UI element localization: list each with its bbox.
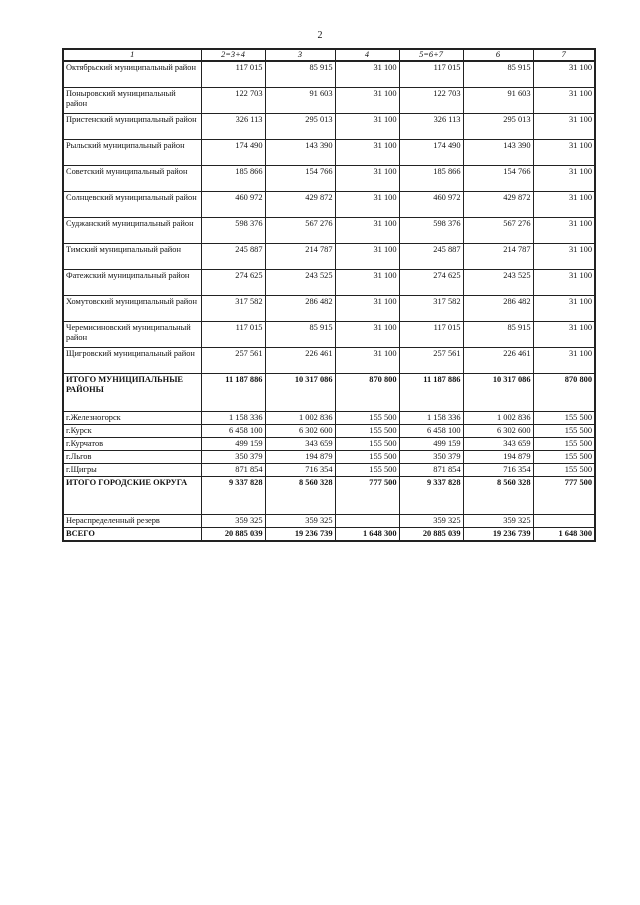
row-value: 257 561 [399,347,463,373]
row-value [335,514,399,527]
row-value: 295 013 [265,113,335,139]
row-value: 31 100 [533,139,595,165]
row-value: 226 461 [265,347,335,373]
row-name: Советский муниципальный район [63,165,201,191]
row-value: 31 100 [335,61,399,87]
row-value: 716 354 [265,463,335,476]
row-value: 31 100 [335,87,399,113]
row-value: 194 879 [265,450,335,463]
row-value: 598 376 [201,217,265,243]
row-value: 31 100 [335,191,399,217]
row-value: 1 158 336 [399,411,463,424]
row-value: 286 482 [463,295,533,321]
row-value: 6 458 100 [201,424,265,437]
table-row [63,424,595,437]
row-value: 1 002 836 [463,411,533,424]
row-name: ИТОГО МУНИЦИПАЛЬНЫЕ РАЙОНЫ [63,373,201,411]
table-row [63,61,595,87]
row-value: 243 525 [463,269,533,295]
row-value: 194 879 [463,450,533,463]
row-value: 122 703 [201,87,265,113]
row-name: ИТОГО ГОРОДСКИЕ ОКРУГА [63,476,201,514]
row-value: 214 787 [463,243,533,269]
row-value: 214 787 [265,243,335,269]
row-value: 1 648 300 [335,528,399,542]
row-value: 8 560 328 [463,476,533,514]
row-value: 326 113 [201,113,265,139]
table-row [63,269,595,295]
row-value: 91 603 [463,87,533,113]
row-value: 85 915 [265,321,335,347]
row-value: 31 100 [533,165,595,191]
table-row [63,217,595,243]
row-value: 9 337 828 [399,476,463,514]
table-row [63,411,595,424]
row-value: 567 276 [265,217,335,243]
row-name: Фатежский муниципальный район [63,269,201,295]
row-value: 143 390 [463,139,533,165]
row-value: 317 582 [399,295,463,321]
row-value: 155 500 [335,424,399,437]
row-value: 31 100 [335,217,399,243]
row-value: 31 100 [335,295,399,321]
row-value: 31 100 [533,61,595,87]
row-name: ВСЕГО [63,528,201,542]
row-value: 185 866 [399,165,463,191]
row-value: 85 915 [463,321,533,347]
row-value: 245 887 [399,243,463,269]
row-value: 31 100 [533,113,595,139]
row-value: 6 458 100 [399,424,463,437]
row-value: 85 915 [265,61,335,87]
row-name: г.Льгов [63,450,201,463]
row-value: 31 100 [335,243,399,269]
row-value: 598 376 [399,217,463,243]
row-value: 777 500 [533,476,595,514]
row-value: 326 113 [399,113,463,139]
row-value: 155 500 [533,437,595,450]
table-row [63,87,595,113]
row-value: 91 603 [265,87,335,113]
row-value: 460 972 [399,191,463,217]
row-name: Суджанский муниципальный район [63,217,201,243]
table-row [63,463,595,476]
row-name: Тимский муниципальный район [63,243,201,269]
row-value: 20 885 039 [399,528,463,542]
row-name: Хомутовский муниципальный район [63,295,201,321]
column-header: 4 [335,49,399,61]
budget-table [62,48,596,542]
row-value: 274 625 [399,269,463,295]
table-header-row [63,49,595,61]
row-name: г.Железногорск [63,411,201,424]
row-value: 359 325 [201,514,265,527]
row-name: Рыльский муниципальный район [63,139,201,165]
row-value: 871 854 [399,463,463,476]
row-value: 343 659 [265,437,335,450]
row-name: Поныровский муниципальный район [63,87,201,113]
row-value: 31 100 [533,347,595,373]
table-row [63,243,595,269]
column-header: 3 [265,49,335,61]
row-value: 1 002 836 [265,411,335,424]
column-header: 6 [463,49,533,61]
row-value: 429 872 [265,191,335,217]
row-value: 286 482 [265,295,335,321]
table-row [63,514,595,527]
row-value: 117 015 [201,61,265,87]
row-value: 1 648 300 [533,528,595,542]
row-value: 20 885 039 [201,528,265,542]
table-row [63,165,595,191]
page-number: 2 [317,30,323,41]
row-value: 317 582 [201,295,265,321]
row-value: 122 703 [399,87,463,113]
row-value: 31 100 [335,113,399,139]
row-value: 359 325 [463,514,533,527]
row-value: 31 100 [335,165,399,191]
row-value: 295 013 [463,113,533,139]
row-value: 245 887 [201,243,265,269]
column-header: 1 [63,49,201,61]
row-value: 31 100 [533,321,595,347]
row-value: 31 100 [335,347,399,373]
row-value: 185 866 [201,165,265,191]
row-value: 6 302 600 [463,424,533,437]
row-value: 31 100 [335,139,399,165]
row-value: 154 766 [265,165,335,191]
row-value: 274 625 [201,269,265,295]
row-value: 10 317 086 [265,373,335,411]
table-row [63,373,595,411]
row-value: 154 766 [463,165,533,191]
row-value: 8 560 328 [265,476,335,514]
row-value: 777 500 [335,476,399,514]
row-name: Пристенский муниципальный район [63,113,201,139]
row-value: 257 561 [201,347,265,373]
row-value: 716 354 [463,463,533,476]
row-value: 460 972 [201,191,265,217]
row-value: 31 100 [533,269,595,295]
row-value: 226 461 [463,347,533,373]
row-name: Нераспределенный резерв [63,514,201,527]
row-value: 155 500 [533,411,595,424]
row-value: 31 100 [533,243,595,269]
row-value: 174 490 [399,139,463,165]
row-name: Солнцевский муниципальный район [63,191,201,217]
row-name: Черемисиновский муниципальный район [63,321,201,347]
column-header: 5=6+7 [399,49,463,61]
table-body [63,61,595,541]
row-value: 155 500 [335,411,399,424]
row-value: 429 872 [463,191,533,217]
row-name: г.Щигры [63,463,201,476]
row-name: г.Курск [63,424,201,437]
row-name: Щигровский муниципальный район [63,347,201,373]
row-name: г.Курчатов [63,437,201,450]
row-value: 31 100 [533,295,595,321]
row-value: 143 390 [265,139,335,165]
row-value: 155 500 [335,450,399,463]
row-value: 870 800 [533,373,595,411]
row-value: 350 379 [201,450,265,463]
row-value: 31 100 [335,269,399,295]
row-value: 117 015 [399,61,463,87]
row-value: 155 500 [533,463,595,476]
row-value: 31 100 [533,87,595,113]
row-value: 174 490 [201,139,265,165]
row-value: 155 500 [533,450,595,463]
row-value: 499 159 [399,437,463,450]
row-value: 31 100 [335,321,399,347]
table-row [63,113,595,139]
row-value: 10 317 086 [463,373,533,411]
row-value: 155 500 [335,437,399,450]
table-row [63,191,595,217]
row-value: 567 276 [463,217,533,243]
row-value: 1 158 336 [201,411,265,424]
table-row [63,528,595,542]
row-value: 19 236 739 [463,528,533,542]
table-row [63,321,595,347]
table-row [63,295,595,321]
table-row [63,450,595,463]
row-value: 117 015 [399,321,463,347]
row-value: 359 325 [399,514,463,527]
row-value: 31 100 [533,217,595,243]
table-row [63,437,595,450]
row-value: 19 236 739 [265,528,335,542]
row-value: 117 015 [201,321,265,347]
row-value: 359 325 [265,514,335,527]
row-name: Октябрьский муниципальный район [63,61,201,87]
table-row [63,347,595,373]
row-value: 343 659 [463,437,533,450]
row-value: 31 100 [533,191,595,217]
row-value: 870 800 [335,373,399,411]
column-header: 7 [533,49,595,61]
table-row [63,139,595,165]
row-value: 85 915 [463,61,533,87]
row-value: 243 525 [265,269,335,295]
row-value: 9 337 828 [201,476,265,514]
column-header: 2=3+4 [201,49,265,61]
row-value: 499 159 [201,437,265,450]
row-value: 6 302 600 [265,424,335,437]
row-value: 155 500 [335,463,399,476]
table-row [63,476,595,514]
row-value: 155 500 [533,424,595,437]
row-value: 11 187 886 [399,373,463,411]
row-value: 11 187 886 [201,373,265,411]
row-value [533,514,595,527]
row-value: 871 854 [201,463,265,476]
row-value: 350 379 [399,450,463,463]
